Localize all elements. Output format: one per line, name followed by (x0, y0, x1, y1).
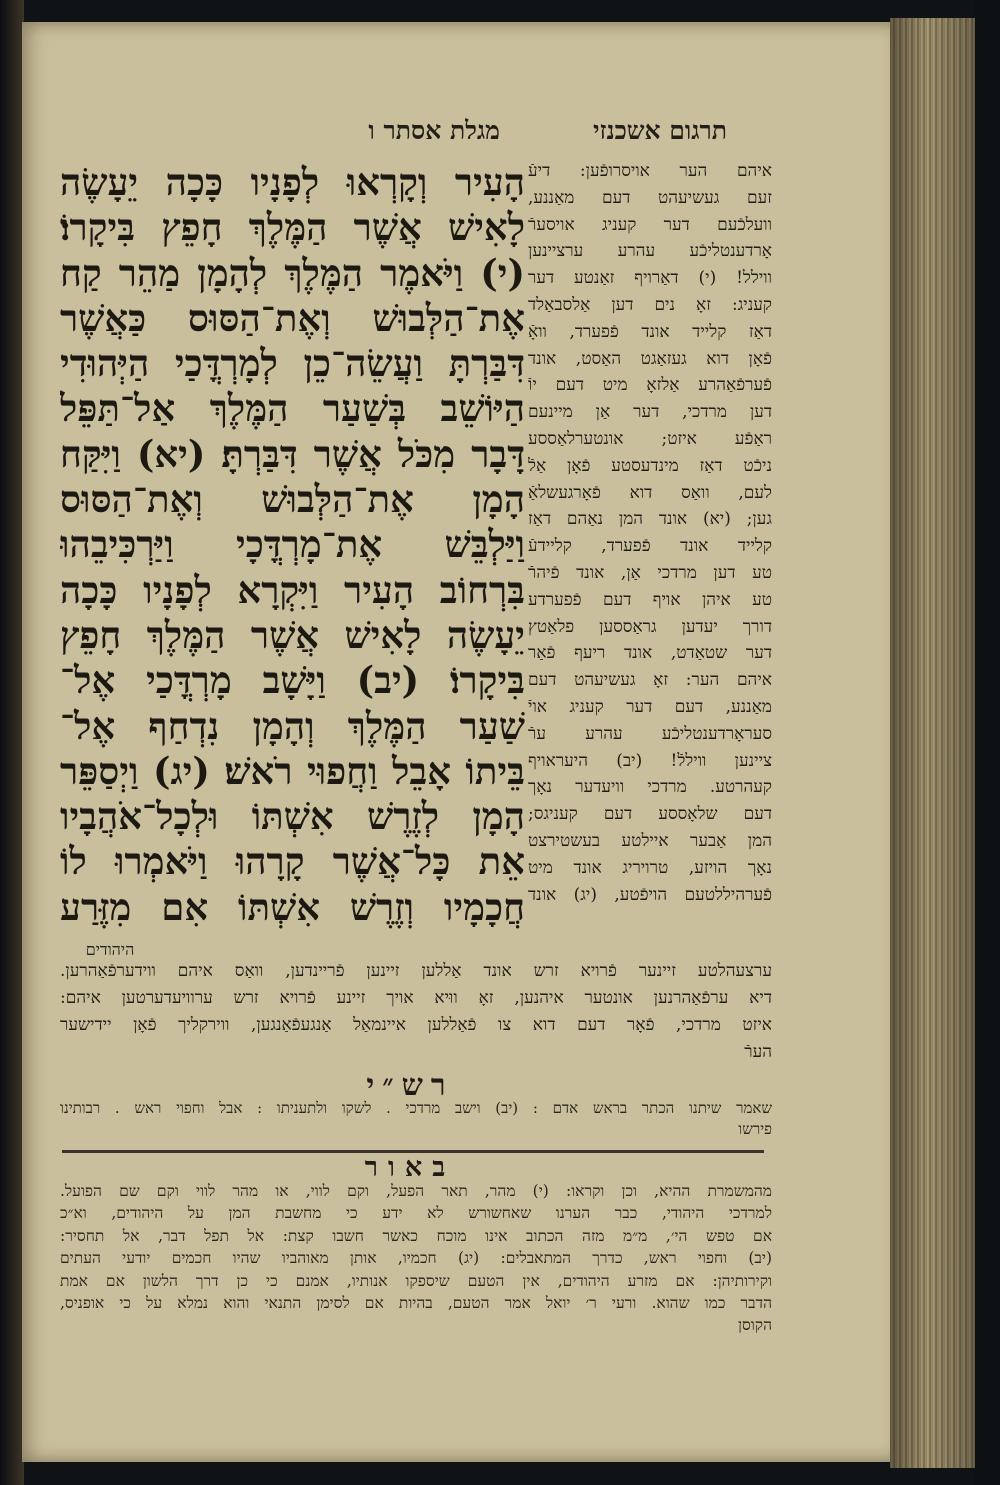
translation-line: דער שטאַדט, אונד ריעף פֿאַר (528, 643, 772, 664)
translation-line: דורך יעדען גראַססען פלאַטץ (528, 616, 772, 637)
translation-line: ציינען וויללֿ! (יב) היעראויף (528, 750, 772, 771)
main-line: בִּיקָרוֹ׃ (יב) וַיָּשָׁב מָרְדֳּכַי אֶל־ (60, 658, 525, 703)
translation-line: המן אַבער איילטע בעשטירצט (528, 830, 772, 851)
background-right (975, 0, 1000, 1485)
main-line: דָּבָר מִכֹּל אֲשֶׁר דִּבַּרְתָּ׃ (יא) וַיִּקַּח (60, 431, 525, 476)
main-line: וַיַּלְבֵּשׁ אֶת־מָרְדֳּכָי וַיַּרְכִּיבֵהוּ (60, 522, 525, 567)
translation-line: ערצעהלטע זיינער פֿרויא זרש אונד אַללען זיינען פֿריינדען, וואַס איהם ווידערפֿאַהרען. (60, 961, 772, 981)
book-spine-shadow (0, 0, 24, 1485)
rashi-line: שאמר שיתנו הכתר בראש אדם : (יב) וישב מרדכי . לשקו ולתעניתו : אבל וחפוי ראש . רבותינו (60, 1099, 772, 1117)
biur-heading: באור (364, 1152, 456, 1183)
biur-line: וקירותיהן: אם מזרע היהודים, אין הטעם שיספקו אנותיו, אמנם כי כן דרך הלשון אם אמת (60, 1271, 772, 1290)
translation-line: נאָך הויזע, טרויריג אונד מיט (528, 857, 772, 878)
translation-line: וועלכֿעם דער קעניג אויסערֿ (528, 214, 772, 235)
translation-line: אָרדענטליכֿע עהרע ערציינען (528, 241, 772, 262)
translation-line: פֿאָן דוא געזאַגט האַסט, אונד (528, 348, 772, 369)
translation-continuation (60, 958, 772, 1066)
translation-line: קלייד אונד פֿפערד, קליידעֿ (528, 536, 772, 557)
main-line: בִּרְחוֹב הָעִיר וַיִּקְרָא לְפָנָיו כָּכָה (60, 567, 525, 612)
main-line: חֲכָמָיו וְזֶרֶשׁ אִשְׁתּוֹ אִם מִזֶּרַע (60, 884, 525, 929)
translation-line: טע איהן אויף דעם פֿפערדע (528, 589, 772, 610)
translation-line: טע דען מרדכי אַן, אונד פֿיהרֿ (528, 562, 772, 583)
translation-line: פֿערפֿאַהרע אַלזאָ מיט דעם יוֿ (528, 375, 772, 396)
main-line: לָאִישׁ אֲשֶׁר הַמֶּלֶךְ חָפֵץ בִּיקָרוֹ׃ (60, 205, 525, 250)
translation-line: איהם הער אויסרופֿען: דיעֿ (528, 161, 772, 181)
biur-line: (יב) וחפוי ראש, כדרך המתאבלים: (יג) חכמיו, אותן מאוהביו שהיו חכמים יודעי העתים (60, 1249, 772, 1268)
main-line: אֵת כָּל־אֲשֶׁר קָרָהוּ וַיֹּאמְרוּ לוֹ (60, 839, 525, 884)
translation-column (528, 158, 772, 908)
translation-line: דען מרדכי, דער אַן מיינעם (528, 402, 772, 423)
biur-line: הדבר כמו שהוא. ורעי ר׳ יואל אמר הטעם, בהיות אם לסימן התנאי והוא נמלא על כי אופניס, (60, 1294, 772, 1313)
translation-line: סעראָרדענטליכֿע עהרע ערֿ (528, 723, 772, 744)
translation-line: דעם שלאָססע דעם קעניגס; (528, 804, 772, 825)
translation-line: קעהרטע. מרדכי וויעדער נאָך (528, 777, 772, 798)
translation-line: ראַפֿע איזט; אונטערלאַססע (528, 428, 772, 449)
translation-line: מאַננע, דעם דער קעניג אויֿ (528, 696, 772, 717)
main-line: אֶת־הַלְּבוּשׁ וְאֶת־הַסּוּס כַּאֲשֶׁר (60, 295, 525, 340)
rashi-heading: רש״י (366, 1068, 454, 1103)
running-head-translation: תרגום אשכנזי (592, 116, 728, 145)
translation-line: ניכֿט דאַז מינדעסטע פֿאָן אַלֿ (528, 455, 772, 476)
translation-line: דאַז קלייד אונד פֿפערד, וואָֿ (528, 321, 772, 342)
translation-line: גען; (יא) אונד המן נאַהם דאַז (528, 509, 772, 530)
main-line: הָמָן אֶת־הַלְּבוּשׁ וְאֶת־הַסּוּס (60, 477, 525, 522)
page-fore-edge-shade (890, 18, 982, 1468)
biur-line: למרדכי היהודי, כבר הערנו שאחשורש לא ידע כי מחשבת המן על היהודים, וא״כ (60, 1204, 772, 1223)
translation-line: קעניג: זאָ נים דען אַלסבאַלד (528, 294, 772, 315)
biur-commentary (60, 1180, 772, 1337)
translation-line: לעם, וואַס דוא פֿאָרגעשלאַֿ (528, 482, 772, 503)
catchword: היהודים (85, 940, 135, 959)
main-line: שַׁעַר הַמֶּלֶךְ וְהָמָן נִדְחַף אֶל־ (60, 703, 525, 748)
main-line: הָעִיר וְקָרְאוּ לְפָנָיו כָּכָה יֵעָשֶׂה (60, 160, 525, 204)
rashi-line: פירשו (738, 1120, 772, 1138)
translation-line: איזט מרדכי, פֿאָר דעם דוא צו פֿאַללען איינמאַל אַנגעפֿאַנגען, ווירקליך פֿאָן יידישער (60, 1015, 772, 1035)
running-head-title: מגלת אסתר ו (368, 116, 500, 145)
main-line: דִּבַּרְתָּ וַעֲשֵׂה־כֵן לְמָרְדֳּכַי הַיְּהוּדִי (60, 341, 525, 386)
main-line: יֵעָשֶׂה לָאִישׁ אֲשֶׁר הַמֶּלֶךְ חָפֵץ (60, 612, 525, 657)
translation-line: איהם הער: זאָ געשיעהט דעם (528, 670, 772, 691)
translation-line: זעם געשיעהט דעם מאַננע, (528, 187, 772, 208)
main-line: הָמָן לְזֶרֶשׁ אִשְׁתּוֹ וּלְכָל־אֹהֲבָיו (60, 794, 525, 839)
translation-line: פֿערהיללטעם הויפֿטע, (יג) אונד (528, 884, 772, 905)
main-line: בֵּיתוֹ אָבֵל וַחֲפוּי רֹאשׁ׃ (יג) וַיְסַפֵּר (60, 748, 525, 793)
biur-line: אם טפש הי׳, מ״מ מזה הכתוב אינו מוכח כאשר חשבו קצת: אל תפל דבר, אל תחסיר: (60, 1226, 772, 1245)
translation-line: הערֿ (744, 1042, 772, 1062)
rashi-commentary (60, 1098, 772, 1140)
main-line: הַיּוֹשֵׁב בְּשַׁעַר הַמֶּלֶךְ אַל־תַּפֵּל (60, 386, 525, 431)
biur-line: הקוסן (738, 1316, 772, 1335)
main-line: (י) וַיֹּאמֶר הַמֶּלֶךְ לְהָמָן מַהֵר קַח (60, 250, 525, 295)
translation-line: דיא ערפֿאַהרנען אונטער איהנען, זאָ ווּיא אויך זיינע פֿרויא זרש ערוויעדערטען איהם: (60, 988, 772, 1008)
hebrew-main-text (60, 160, 525, 930)
translation-line: ווילל! (י) דאַרויף זאַנטע דער (528, 268, 772, 289)
biur-line: מהמשמרת ההיא, וכן וקראו: (י) מהר, תאר הפעל, וקם לווי, או מהר לווי וקם שם הפועל. (60, 1182, 772, 1200)
